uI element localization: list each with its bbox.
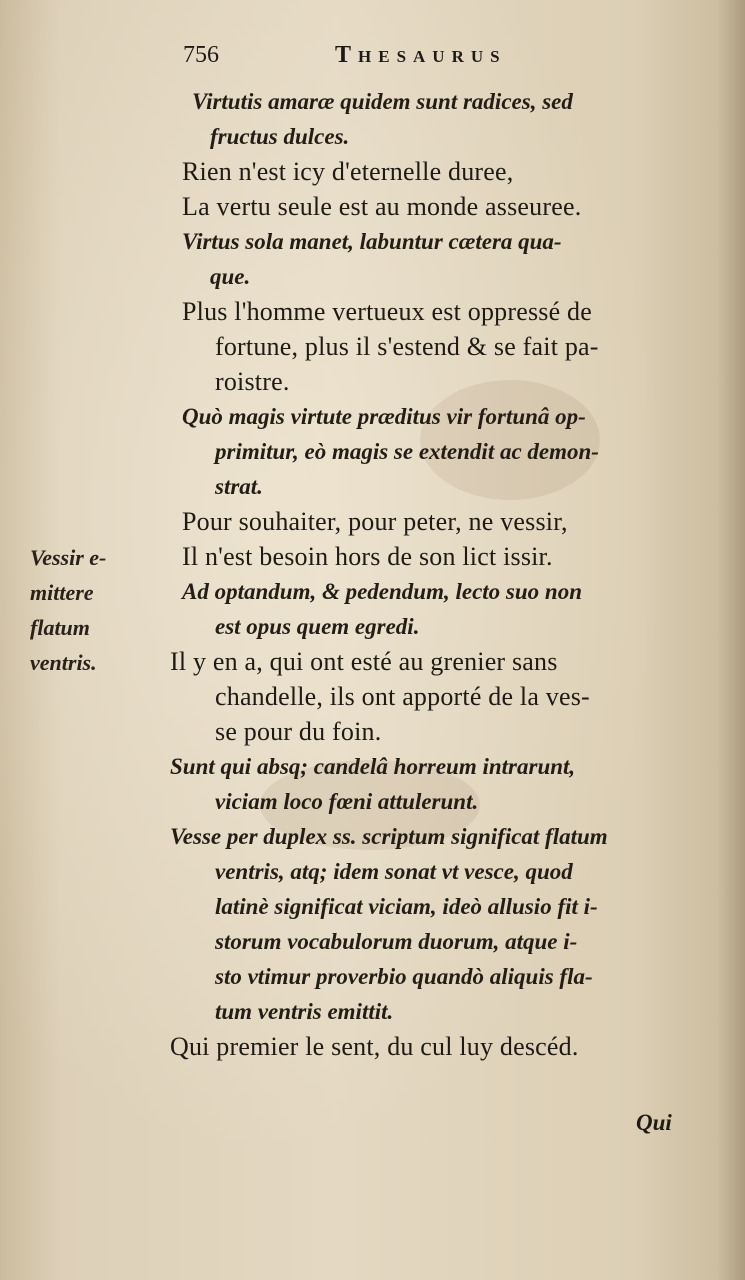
text-line: fortune, plus il s'estend & se fait pa- (215, 332, 599, 361)
text-line: sto vtimur proverbio quandò aliquis fla- (215, 964, 593, 989)
text-line: Ad optandum, & pedendum, lecto suo non (182, 579, 583, 604)
text-line: se pour du foin. (215, 717, 382, 746)
text-line: Virtus sola manet, labuntur cætera qua- (182, 229, 562, 254)
page-gutter-shadow (717, 0, 745, 1280)
text-line: est opus quem egredi. (215, 614, 420, 639)
catchword: Qui (636, 1110, 672, 1135)
running-title: Thesaurus (335, 42, 507, 68)
text-line: viciam loco fœni attulerunt. (215, 789, 479, 814)
margin-note-line: ventris. (30, 650, 97, 675)
text-line: Il n'est besoin hors de son lict issir. (182, 542, 553, 571)
text-line: storum vocabulorum duorum, atque i- (215, 929, 578, 954)
text-line: chandelle, ils ont apporté de la ves- (215, 682, 590, 711)
text-line: que. (210, 264, 251, 289)
text-line: Vesse per duplex ss. scriptum significat flatum (170, 824, 608, 849)
page-header (183, 42, 653, 78)
margin-note (30, 540, 160, 680)
text-line: latinè significat viciam, ideò allusio fit i- (215, 894, 598, 919)
text-line: Quò magis virtute præditus vir fortunâ op- (182, 404, 586, 429)
text-line: primitur, eò magis se extendit ac demon- (215, 439, 599, 464)
text-line: Sunt qui absq; candelâ horreum intrarunt, (170, 754, 576, 779)
text-line: Qui premier le sent, du cul luy descéd. (170, 1032, 579, 1061)
main-text (170, 84, 718, 1064)
text-line: Il y en a, qui ont esté au grenier sans (170, 647, 558, 676)
text-line: tum ventris emittit. (215, 999, 394, 1024)
page-number: 756 (183, 42, 219, 68)
text-line: fructus dulces. (210, 124, 350, 149)
margin-note-line: Vessir e- (30, 545, 107, 570)
text-line: Rien n'est icy d'eternelle duree, (182, 157, 514, 186)
text-line: Pour souhaiter, pour peter, ne vessir, (182, 507, 568, 536)
margin-note-line: mittere (30, 580, 94, 605)
text-line: La vertu seule est au monde asseuree. (182, 192, 582, 221)
text-line: Virtutis amaræ quidem sunt radices, sed (192, 89, 573, 114)
margin-note-line: flatum (30, 615, 90, 640)
text-line: roistre. (215, 367, 290, 396)
text-line: Plus l'homme vertueux est oppressé de (182, 297, 592, 326)
text-line: ventris, atq; idem sonat vt vesce, quod (215, 859, 573, 884)
text-line: strat. (215, 474, 263, 499)
